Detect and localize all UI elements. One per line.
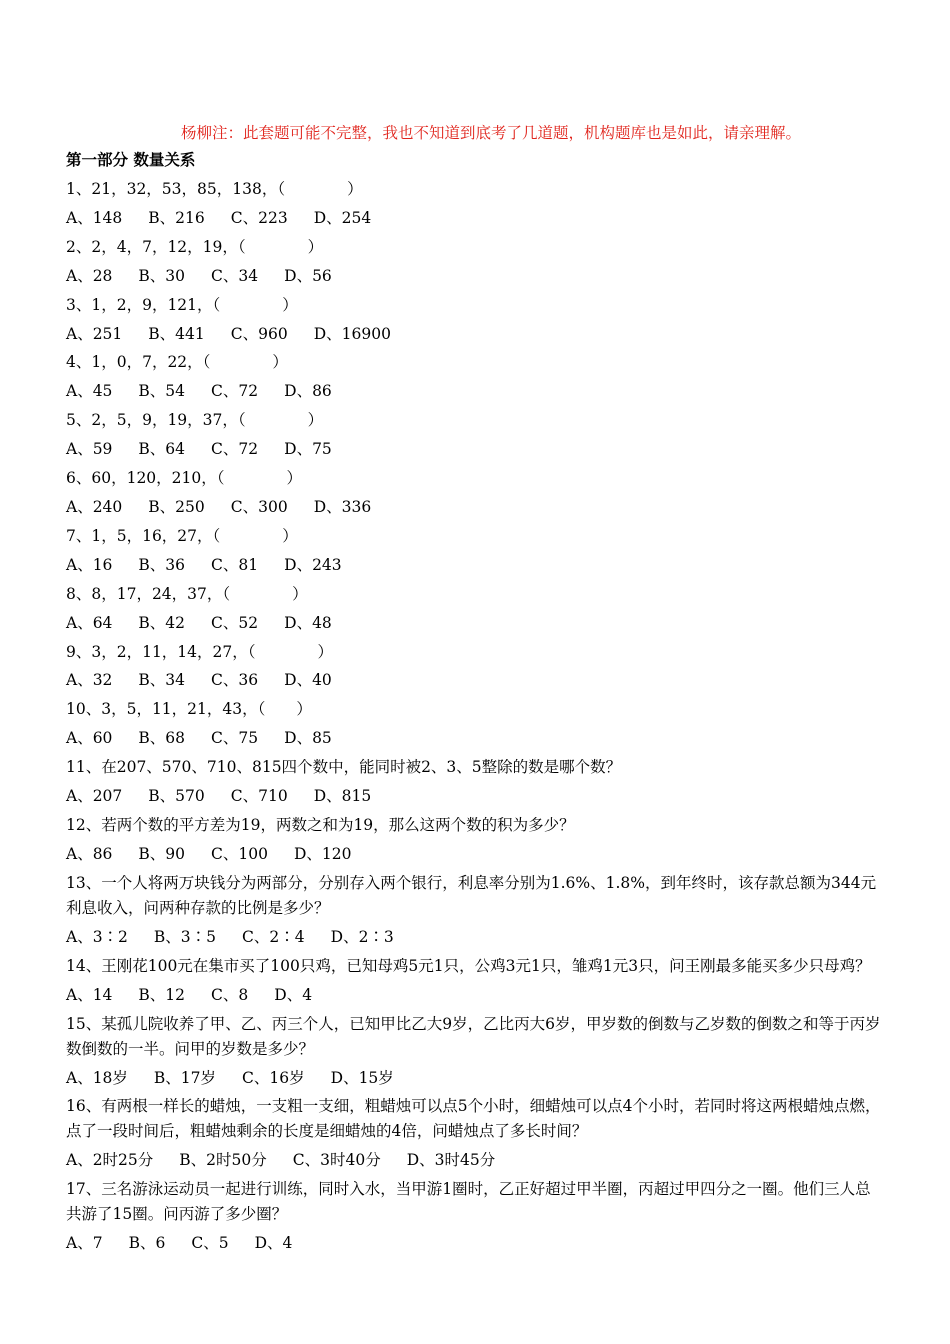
option-d: D、254 <box>313 208 372 227</box>
question-17 <box>66 1175 886 1258</box>
option-b: B、68 <box>138 729 186 748</box>
option-c: C、710 <box>230 787 288 806</box>
question-16 <box>66 1092 886 1175</box>
question-text: 14、王刚花100元在集市买了100只鸡，已知母鸡5元1只，公鸡3元1只，雏鸡1元3只，问王刚最多能买多少只母鸡？ <box>66 956 871 975</box>
question-text: 13、一个人将两万块钱分为两部分，分别存入两个银行，利息率分别为1.6%、1.8%，到年终时，该存款总额为344元利息收入，问两种存款的比例是多少？ <box>66 873 877 917</box>
option-d: D、75 <box>284 440 332 459</box>
question-text: 4、1，0，7，22，（ ） <box>66 353 288 372</box>
option-b: B、3∶5 <box>153 927 217 946</box>
question-7 <box>66 522 886 580</box>
option-c: C、75 <box>211 729 259 748</box>
option-b: B、54 <box>138 382 186 401</box>
section-title: 第一部分 数量关系 <box>66 151 196 169</box>
option-a: A、45 <box>66 382 113 401</box>
option-c: C、16岁 <box>242 1068 305 1087</box>
option-c: C、72 <box>211 440 259 459</box>
option-a: A、60 <box>66 729 113 748</box>
option-b: B、216 <box>148 208 205 227</box>
option-d: D、815 <box>313 787 372 806</box>
option-a: A、7 <box>66 1234 103 1253</box>
answer-options <box>66 981 886 1010</box>
option-c: C、2∶4 <box>242 927 305 946</box>
question-11 <box>66 753 886 811</box>
question-text: 6、60，120，210，（ ） <box>66 469 303 488</box>
option-b: B、441 <box>148 324 205 343</box>
option-c: C、223 <box>230 208 288 227</box>
option-c: C、300 <box>230 497 288 516</box>
option-b: B、2时50分 <box>179 1151 267 1170</box>
option-b: B、17岁 <box>153 1068 217 1087</box>
question-text: 9、3，2，11，14，27，（ ） <box>66 642 334 661</box>
question-text: 12、若两个数的平方差为19，两数之和为19，那么这两个数的积为多少？ <box>66 815 575 834</box>
option-b: B、570 <box>148 787 205 806</box>
question-text: 7、1，5，16，27，（ ） <box>66 526 298 545</box>
option-b: B、64 <box>138 440 186 459</box>
option-a: A、148 <box>66 208 123 227</box>
option-a: A、16 <box>66 555 113 574</box>
option-c: C、52 <box>211 613 259 632</box>
option-a: A、59 <box>66 440 113 459</box>
option-c: C、81 <box>211 555 259 574</box>
option-d: D、15岁 <box>330 1068 394 1087</box>
question-10 <box>66 695 886 753</box>
answer-options <box>66 724 886 753</box>
question-text: 1、21，32，53，85，138，（ ） <box>66 180 363 198</box>
answer-options <box>66 262 886 291</box>
option-b: B、6 <box>128 1234 166 1253</box>
answer-options <box>66 782 886 811</box>
option-b: B、34 <box>138 671 186 690</box>
question-text: 10、3，5，11，21，43，（ ） <box>66 700 312 719</box>
option-c: C、34 <box>211 266 259 285</box>
option-d: D、56 <box>284 266 332 285</box>
answer-options <box>66 666 886 695</box>
question-2 <box>66 233 886 291</box>
option-c: C、960 <box>230 324 288 343</box>
option-c: C、36 <box>211 671 259 690</box>
option-a: A、3∶2 <box>66 927 128 946</box>
option-c: C、8 <box>211 985 249 1004</box>
answer-options <box>66 923 886 952</box>
question-9 <box>66 638 886 696</box>
question-12 <box>66 811 886 869</box>
option-c: C、100 <box>211 844 268 863</box>
option-b: B、12 <box>138 985 186 1004</box>
option-c: C、72 <box>211 382 259 401</box>
answer-options <box>66 840 886 869</box>
question-8 <box>66 580 886 638</box>
answer-options <box>66 609 886 638</box>
question-text: 5、2，5，9，19，37，（ ） <box>66 411 324 430</box>
question-text: 15、某孤儿院收养了甲、乙、丙三个人，已知甲比乙大9岁，乙比丙大6岁，甲岁数的倒数与乙岁数的倒数之和等于丙岁数倒数的一半。问甲的岁数是多少？ <box>66 1014 881 1058</box>
answer-options <box>66 377 886 406</box>
option-a: A、251 <box>66 324 123 343</box>
question-1 <box>66 175 886 233</box>
question-text: 2、2，4，7，12，19，（ ） <box>66 237 324 256</box>
question-5 <box>66 406 886 464</box>
option-d: D、85 <box>284 729 332 748</box>
question-15 <box>66 1010 886 1093</box>
answer-options <box>66 204 886 233</box>
option-a: A、207 <box>66 787 123 806</box>
question-13 <box>66 869 886 952</box>
option-d: D、16900 <box>313 324 391 343</box>
question-6 <box>66 464 886 522</box>
option-a: A、32 <box>66 671 113 690</box>
question-4 <box>66 348 886 406</box>
answer-options <box>66 435 886 464</box>
answer-options <box>66 1064 886 1093</box>
exam-page <box>66 120 886 1258</box>
question-text: 8、8，17，24，37，（ ） <box>66 584 308 603</box>
answer-options <box>66 551 886 580</box>
option-d: D、243 <box>284 555 342 574</box>
question-text: 17、三名游泳运动员一起进行训练，同时入水，当甲游1圈时，乙正好超过甲半圈，丙超过甲四分之一圈。他们三人总共游了15圈。问丙游了多少圈？ <box>66 1180 871 1224</box>
option-b: B、90 <box>138 844 186 863</box>
option-b: B、30 <box>138 266 186 285</box>
option-b: B、250 <box>148 497 205 516</box>
option-b: B、36 <box>138 555 186 574</box>
question-text: 16、有两根一样长的蜡烛，一支粗一支细，粗蜡烛可以点5个小时，细蜡烛可以点4个小时，若同时将这两根蜡烛点燃，点了一段时间后，粗蜡烛剩余的长度是细蜡烛的4倍，问蜡烛点了多长时间？ <box>66 1097 881 1141</box>
option-b: B、42 <box>138 613 186 632</box>
option-d: D、3时45分 <box>406 1151 496 1170</box>
question-3 <box>66 291 886 349</box>
option-a: A、18岁 <box>66 1068 128 1087</box>
option-d: D、40 <box>284 671 332 690</box>
option-c: C、3时40分 <box>292 1151 381 1170</box>
question-text: 3、1，2，9，121，（ ） <box>66 295 298 314</box>
option-d: D、336 <box>313 497 372 516</box>
option-d: D、86 <box>284 382 332 401</box>
option-c: C、5 <box>191 1234 229 1253</box>
option-a: A、14 <box>66 985 113 1004</box>
option-a: A、2时25分 <box>66 1151 154 1170</box>
option-d: D、120 <box>294 844 352 863</box>
option-a: A、86 <box>66 844 113 863</box>
editor-note: 杨柳注：此套题可能不完整，我也不知道到底考了几道题，机构题库也是如此，请亲理解。 <box>180 124 801 142</box>
option-d: D、48 <box>284 613 332 632</box>
option-a: A、240 <box>66 497 123 516</box>
question-14 <box>66 952 886 1010</box>
option-a: A、28 <box>66 266 113 285</box>
option-d: D、4 <box>254 1234 293 1253</box>
answer-options <box>66 1229 886 1258</box>
answer-options <box>66 320 886 349</box>
answer-options <box>66 1146 886 1175</box>
answer-options <box>66 493 886 522</box>
question-text: 11、在207、570、710、815四个数中，能同时被2、3、5整除的数是哪个数？ <box>66 758 622 777</box>
option-a: A、64 <box>66 613 113 632</box>
option-d: D、4 <box>274 985 313 1004</box>
option-d: D、2∶3 <box>330 927 394 946</box>
